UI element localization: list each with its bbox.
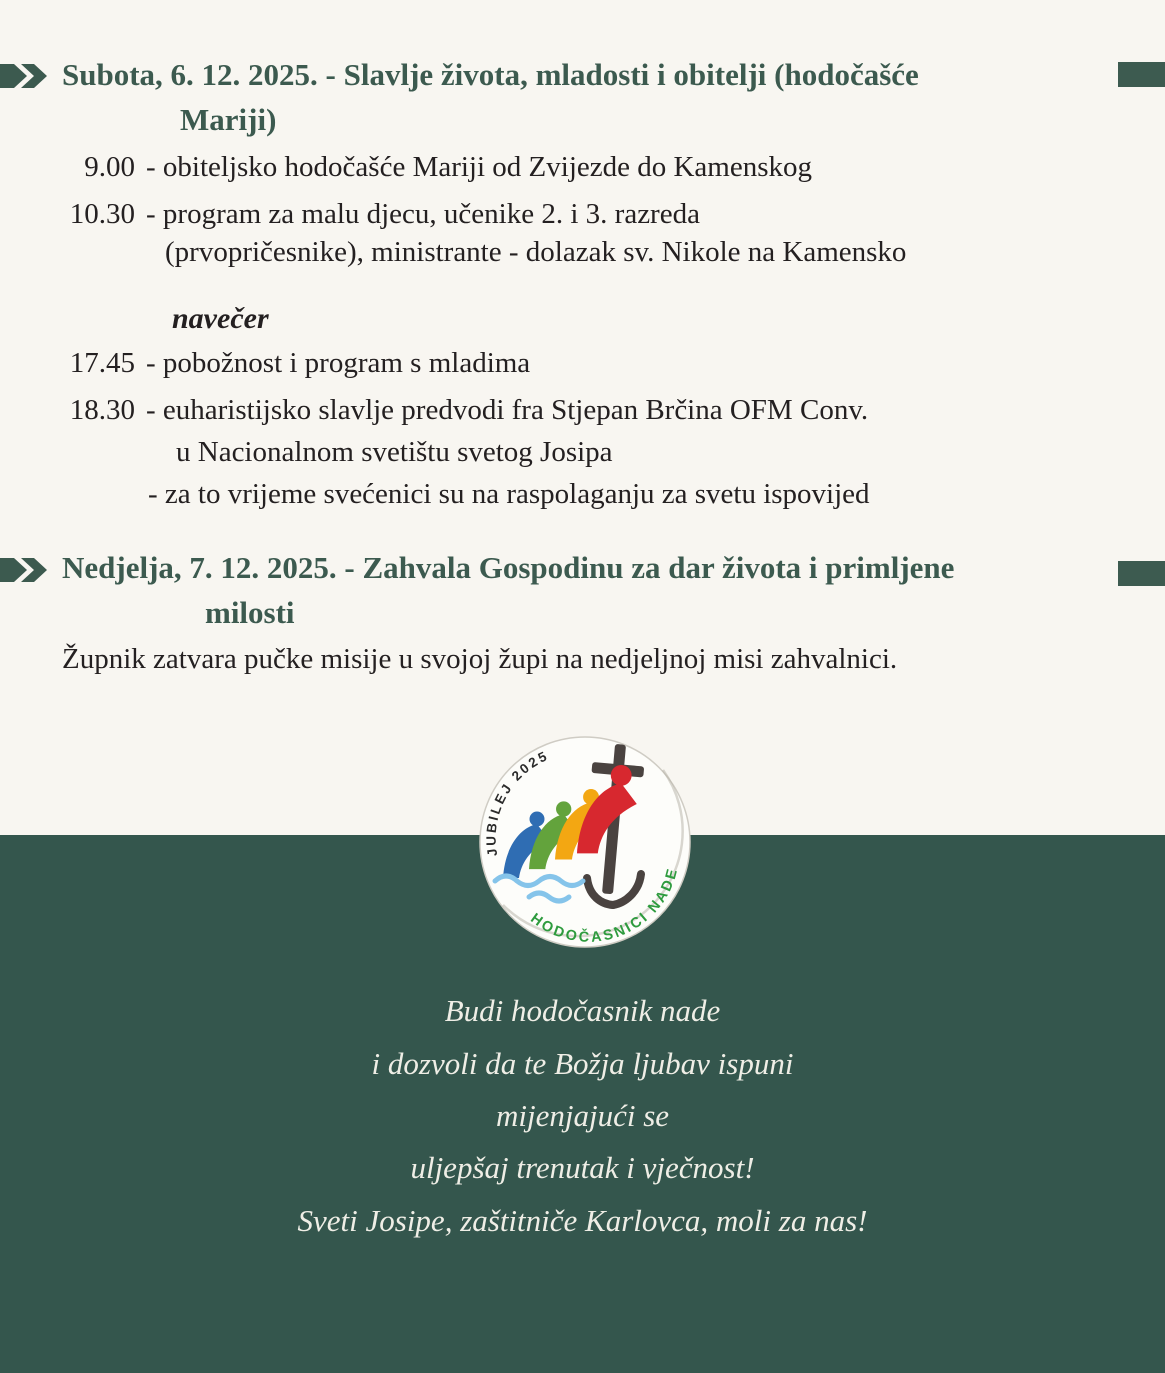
double-chevron-icon: [0, 63, 52, 89]
quote-line: i dozvoli da te Božja ljubav ispuni: [371, 1046, 794, 1081]
double-chevron-icon: [0, 557, 52, 583]
event-time: 10.30: [69, 198, 135, 230]
event-continuation: (prvopričesnike), ministrante - dolazak sv. Nikole na Kamensko: [165, 236, 907, 268]
event-text: - program za malu djecu, učenike 2. i 3. razreda: [146, 198, 700, 230]
schedule-row: [0, 196, 700, 232]
quote-line: Budi hodočasnik nade: [444, 993, 721, 1028]
sunday-paragraph: Župnik zatvara pučke misije u svojoj župi na nedjeljnoj misi zahvalnici.: [62, 643, 898, 675]
quote-line: Sveti Josipe, zaštitniče Karlovca, moli za nas!: [297, 1203, 868, 1238]
event-time: 9.00: [84, 151, 135, 183]
event-text: - euharistijsko slavlje predvodi fra Stjepan Brčina OFM Conv.: [146, 394, 869, 426]
heading-accent-bar: [1118, 561, 1165, 586]
logo-top-text: JUBILEJ 2025: [483, 747, 552, 858]
event-text: - obiteljsko hodočašće Mariji od Zvijezde do Kamenskog: [146, 151, 813, 183]
event-continuation: u Nacionalnom svetištu svetog Josipa: [176, 436, 613, 468]
schedule-row: [0, 149, 812, 185]
jubilee-2025-logo: [473, 730, 697, 954]
schedule-row: [0, 345, 530, 381]
evening-label: navečer: [172, 302, 269, 335]
quote-line: uljepšaj trenutak i vječnost!: [410, 1150, 755, 1185]
sunday-heading-line2: milosti: [205, 595, 295, 630]
sunday-heading-line1: Nedjelja, 7. 12. 2025. - Zahvala Gospodinu za dar života i primljene: [62, 550, 955, 585]
heading-accent-bar: [1118, 62, 1165, 87]
event-text: - pobožnost i program s mladima: [146, 347, 531, 379]
logo-bottom-text: HODOČASNICI NADE: [527, 865, 682, 946]
event-time: 17.45: [69, 347, 135, 379]
quote-line: mijenjajući se: [495, 1098, 670, 1133]
saturday-heading-line1: Subota, 6. 12. 2025. - Slavlje života, mladosti i obitelji (hodočašće: [62, 57, 919, 92]
schedule-row: [0, 392, 868, 428]
event-time: 18.30: [69, 394, 135, 426]
event-continuation: - za to vrijeme svećenici su na raspolaganju za svetu ispovijed: [148, 478, 870, 510]
saturday-heading-line2: Mariji): [180, 102, 277, 137]
